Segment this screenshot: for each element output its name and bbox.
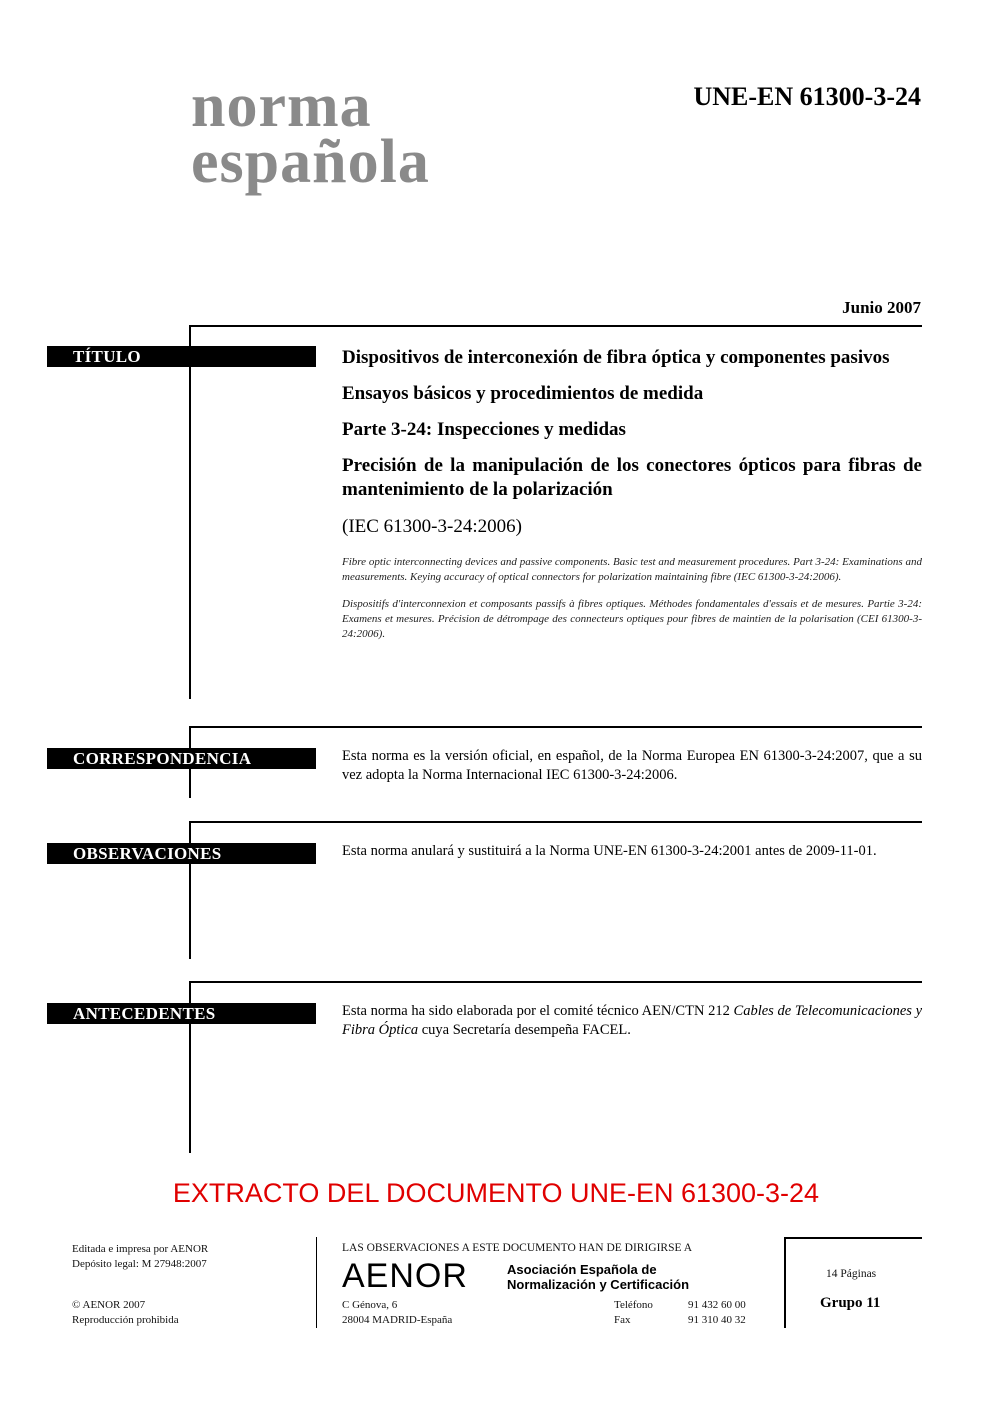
antecedentes-top-rule — [189, 981, 922, 983]
observations-header: LAS OBSERVACIONES A ESTE DOCUMENTO HAN DE DIRIGIRSE A — [342, 1242, 693, 1254]
correspondencia-top-rule — [189, 726, 922, 728]
association-line-2: Normalización y Certificación — [507, 1277, 690, 1292]
observaciones-top-rule — [189, 821, 922, 823]
observaciones-label: OBSERVACIONES — [47, 843, 316, 864]
antecedentes-committee-name: Cables de Telecomunicaciones y Fibra Óptica — [342, 1003, 923, 1038]
iec-reference: (IEC 61300-3-24:2006) — [342, 516, 522, 537]
title-line-4: Precisión de la manipulación de los conectores ópticos para fibras de mantenimiento de la polarización — [342, 455, 922, 500]
english-title: Fibre optic interconnecting devices and passive components. Basic test and measurement procedures. Part 3-24: Examinations and measurements. Keying accuracy of optical connectors for polarization maintaining fibre (IEC 61300-3-24:2006). — [342, 556, 922, 583]
antecedentes-text-a: Esta norma ha sido elaborada por el comité técnico AEN/CTN 212 — [342, 1003, 734, 1019]
antecedentes-text-b: cuya Secretaría desempeña FACEL. — [418, 1022, 631, 1038]
copyright: © AENOR 2007 — [72, 1299, 146, 1311]
pages-box-top-rule — [784, 1237, 922, 1239]
footer-rights — [72, 1298, 179, 1328]
title-line-3: Parte 3-24: Inspecciones y medidas — [342, 419, 626, 440]
titulo-vertical-rule — [189, 325, 191, 699]
observaciones-vertical-rule — [189, 821, 191, 959]
address-city: 28004 MADRID-España — [342, 1314, 453, 1326]
title-line-2: Ensayos básicos y procedimientos de medida — [342, 383, 704, 404]
footer-divider-left — [316, 1237, 317, 1328]
reproduction-notice: Reproducción prohibida — [72, 1314, 179, 1326]
brand-line-1: norma — [191, 72, 372, 140]
edited-by: Editada e impresa por AENOR — [72, 1243, 209, 1255]
observaciones-text: Esta norma anulará y sustituirá a la Norma UNE-EN 61300-3-24:2001 antes de 2009-11-01. — [342, 843, 877, 859]
footer-publisher — [72, 1242, 208, 1272]
brand-line-2: española — [191, 128, 430, 196]
aenor-logo: AENOR — [342, 1257, 468, 1295]
phone-label: Teléfono — [614, 1299, 653, 1311]
publication-date: Junio 2007 — [842, 298, 921, 317]
standard-code: UNE-EN 61300-3-24 — [693, 82, 921, 111]
page-count: 14 Páginas — [826, 1268, 877, 1280]
titulo-content — [342, 346, 922, 642]
titulo-top-rule — [189, 325, 922, 327]
phone-number: 91 432 60 00 — [688, 1299, 746, 1311]
contact-labels — [614, 1298, 653, 1328]
pages-box-left-rule — [784, 1237, 786, 1328]
address-street: C Génova, 6 — [342, 1299, 398, 1311]
association-line-1: Asociación Española de — [507, 1262, 657, 1277]
correspondencia-label: CORRESPONDENCIA — [47, 748, 316, 769]
aenor-address — [342, 1298, 452, 1328]
aenor-association — [507, 1262, 689, 1292]
fax-number: 91 310 40 32 — [688, 1314, 746, 1326]
correspondencia-text: Esta norma es la versión oficial, en español, de la Norma Europea EN 61300-3-24:2007, que a su vez adopta la Norma Internacional IEC 61300-3-24:2006. — [342, 748, 922, 783]
fax-label: Fax — [614, 1314, 631, 1326]
antecedentes-label: ANTECEDENTES — [47, 1003, 316, 1024]
legal-deposit: Depósito legal: M 27948:2007 — [72, 1258, 207, 1270]
price-group: Grupo 11 — [820, 1295, 881, 1311]
extract-notice: EXTRACTO DEL DOCUMENTO UNE-EN 61300-3-24 — [172, 1178, 820, 1208]
title-line-1: Dispositivos de interconexión de fibra óptica y componentes pasivos — [342, 347, 890, 368]
antecedentes-text — [342, 1002, 922, 1040]
contact-numbers — [688, 1298, 746, 1328]
french-title: Dispositifs d'interconnexion et composants passifs à fibres optiques. Méthodes fondamentales d'essais et de mesures. Partie 3-24: Examens et mesures. Précision de détrompage des connecteurs optiques pour fibres de maintien de la polarisation (CEI 61300-3-24:2006). — [342, 598, 922, 640]
titulo-label: TÍTULO — [47, 346, 316, 367]
brand-title — [191, 72, 430, 196]
